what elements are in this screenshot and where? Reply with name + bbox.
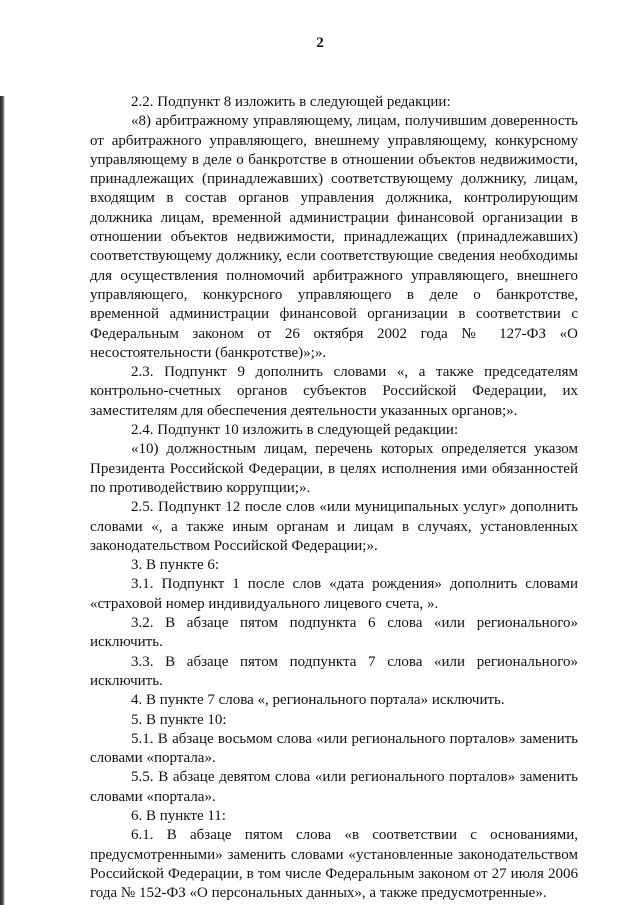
document-body [90,93,578,903]
page-number: 2 [316,35,324,51]
paragraph: 3.3. В абзаце пятом подпункта 7 слова «или регионального» исключить. [90,653,578,689]
paragraph: 2.4. Подпункт 10 изложить в следующей редакции: [131,422,459,439]
paragraph: 2.5. Подпункт 12 после слов «или муниципальных услуг» дополнить словами «, а также иным органам и лицам в случаях, установленных законодательством Российской Федерации;». [90,499,578,554]
paragraph: 2.2. Подпункт 8 изложить в следующей редакции: [131,94,451,110]
paragraph: 4. В пункте 7 слова «, регионального портала» исключить. [131,692,505,709]
paragraph: 2.3. Подпункт 9 дополнить словами «, а также председателям контрольно-счетных органов субъектов Российской Федерации, их заместителям для обеспечения деятельности указанных органов;». [90,364,578,419]
paragraph: 3.1. Подпункт 1 после слов «дата рождения» дополнить словами «страховой номер индивидуального лицевого счета, ». [90,576,578,612]
scan-edge [0,96,5,905]
paragraph: 6.1. В абзаце пятом слова «в соответствии с основаниями, предусмотренными» заменить словами «установленные законодательством Российской Федерации, в том числе Федеральным законом от 27 июля 2006 года № 152-ФЗ «О персональных данных», а также предусмотренные». [90,827,578,902]
paragraph: 3.2. В абзаце пятом подпункта 6 слова «или регионального» исключить. [90,615,578,651]
paragraph: «10) должностным лицам, перечень которых определяется указом Президента Российской Федерации, в целях исполнения ими обязанностей по противодействию коррупции;». [90,441,578,496]
paragraph: «8) арбитражному управляющему, лицам, получившим доверенность от арбитражного управляющего, внешнему управляющему, конкурсному управляющему в деле о банкротстве в отношении объектов недвижимости, принадлежащих (принадлежавших) соответствующему должнику, лицам, входящим в состав органов управления должника, контролирующим должника лицам, временной администрации финансовой организации в отношении объектов недвижимости, принадлежащих (принадлежавших) соответствующему должнику, если соответствующие сведения необходимы для осуществления полномочий арбитражного управляющего, внешнего управляющего, конкурсного управляющего в деле о банкротстве, временной администрации финансовой организации в соответствии с Федеральным законом от 26 октября 2002 года № 127-ФЗ «О несостоятельности (банкротстве)»;». [90,113,578,361]
paragraph: 6. В пункте 11: [131,807,226,824]
paragraph: 5.1. В абзаце восьмом слова «или регионального порталов» заменить словами «портала». [90,730,578,767]
paragraph: 5.5. В абзаце девятом слова «или регионального порталов» заменить словами «портала». [90,769,578,805]
paragraph: 3. В пункте 6: [131,557,220,574]
paragraph: 5. В пункте 10: [131,711,227,728]
